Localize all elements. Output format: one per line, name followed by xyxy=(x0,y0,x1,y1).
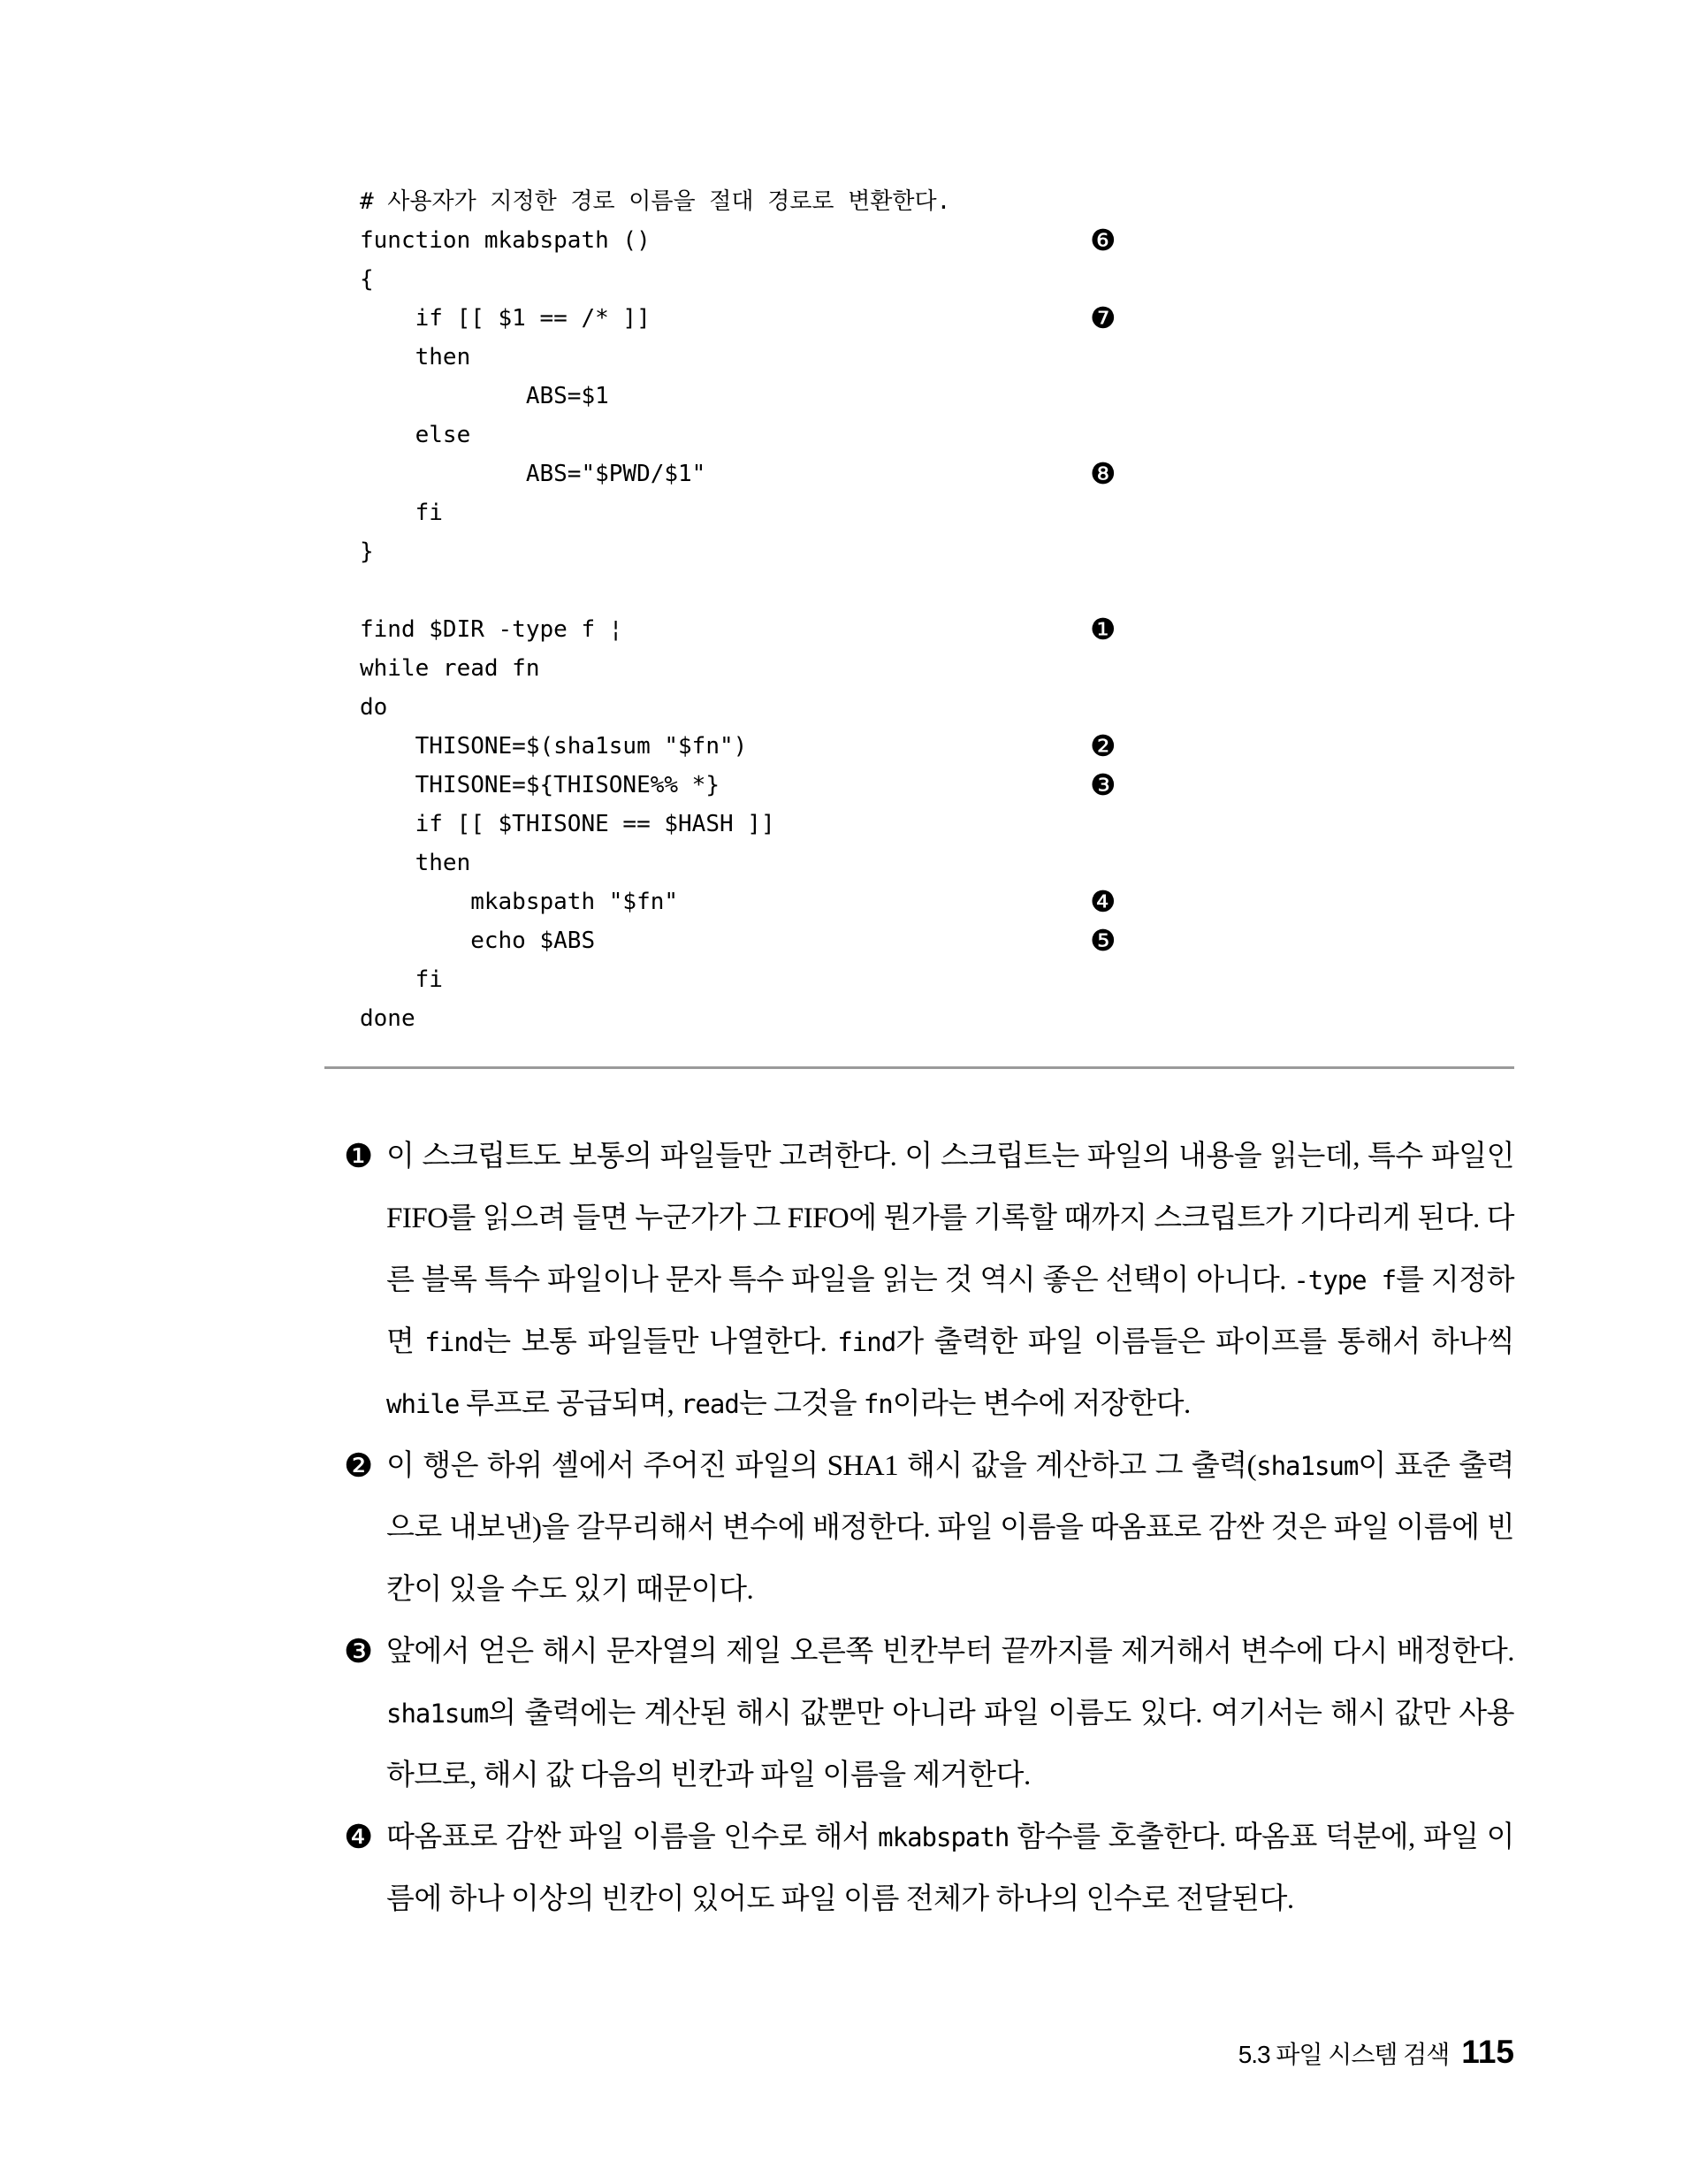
code-line xyxy=(360,182,1155,221)
code-line xyxy=(360,649,1155,688)
explanation-text: 이 스크립트도 보통의 파일들만 고려한다. 이 스크립트는 파일의 내용을 읽는데, 특수 파일인 FIFO를 읽으려 들면 누군가가 그 FIFO에 뭔가를 기록할 때까지 스크립트가 기다리게 된다. 다른 블록 특수 파일이나 문자 특수 파일을 읽는 것 역시 좋은 선택이 아니다. -type f를 지정하면 find는 보통 파일들만 나열한다. find가 출력한 파일 이름들은 파이프를 통해서 하나씩 while 루프로 공급되며, read는 그것을 fn이라는 변수에 저장한다. xyxy=(386,1141,1515,1420)
code-line xyxy=(360,805,1155,844)
code-text: if [[ $THISONE == $HASH ]] xyxy=(360,811,775,837)
code-line xyxy=(360,610,1155,649)
inline-code: find xyxy=(837,1327,896,1357)
code-line xyxy=(360,844,1155,882)
code-text: done xyxy=(360,1005,415,1032)
inline-code: sha1sum xyxy=(1256,1451,1359,1481)
inline-code: mkabspath xyxy=(878,1822,1009,1852)
code-line xyxy=(360,727,1155,766)
code-line xyxy=(360,999,1155,1038)
explanation-text: 앞에서 얻은 해시 문자열의 제일 오른쪽 빈칸부터 끝까지를 제거해서 변수에 다시 배정한다. sha1sum의 출력에는 계산된 해시 값뿐만 아니라 파일 이름도 있다. 여기서는 해시 값만 사용하므로, 해시 값 다음의 빈칸과 파일 이름을 제거한다. xyxy=(386,1636,1514,1791)
code-text: fi xyxy=(360,500,443,526)
explanation-text: 따옴표로 감싼 파일 이름을 인수로 해서 mkabspath 함수를 호출한다. 따옴표 덕분에, 파일 이름에 하나 이상의 빈칸이 있어도 파일 이름 전체가 하나의 인수로 전달된다. xyxy=(386,1821,1514,1915)
callout-marker-icon: ❷ xyxy=(344,1447,374,1485)
callout-marker-icon: ❺ xyxy=(1090,923,1116,958)
code-text: then xyxy=(360,850,471,876)
callout-marker-icon: ❻ xyxy=(1090,223,1116,257)
shell-script-listing xyxy=(360,182,1155,1038)
code-text: while read fn xyxy=(360,655,540,682)
explanation-item xyxy=(344,1806,1514,1930)
explanation-item xyxy=(344,1126,1514,1435)
inline-code: fn xyxy=(863,1389,893,1419)
code-text: find $DIR -type f ¦ xyxy=(360,616,623,643)
code-text: ABS=$1 xyxy=(360,383,609,409)
code-line xyxy=(360,493,1155,532)
code-line xyxy=(360,454,1155,493)
code-text: if [[ $1 == /* ]] xyxy=(360,305,651,332)
inline-code: sha1sum xyxy=(386,1699,489,1729)
explanation-item xyxy=(344,1621,1514,1806)
page-footer xyxy=(1238,2034,1514,2071)
code-line xyxy=(360,260,1155,299)
inline-code: while xyxy=(386,1389,460,1419)
callout-marker-icon: ❸ xyxy=(1090,767,1116,802)
callout-marker-icon: ❹ xyxy=(344,1818,374,1856)
code-text xyxy=(360,577,374,604)
code-line xyxy=(360,338,1155,377)
footer-section-title: 5.3 파일 시스템 검색 xyxy=(1238,2041,1450,2068)
callout-explanations xyxy=(344,1126,1514,1930)
code-text: echo $ABS xyxy=(360,928,596,954)
inline-code: find xyxy=(424,1327,484,1357)
code-line xyxy=(360,571,1155,610)
code-text: fi xyxy=(360,966,443,993)
code-line xyxy=(360,416,1155,454)
code-text: THISONE=$(sha1sum "$fn") xyxy=(360,733,748,760)
code-text: ABS="$PWD/$1" xyxy=(360,461,706,487)
callout-marker-icon: ❸ xyxy=(344,1632,374,1670)
code-text: then xyxy=(360,344,471,370)
callout-marker-icon: ❽ xyxy=(1090,456,1116,491)
code-line xyxy=(360,377,1155,416)
callout-marker-icon: ❹ xyxy=(1090,884,1116,919)
code-line xyxy=(360,960,1155,999)
callout-marker-icon: ❶ xyxy=(344,1137,374,1175)
code-text: { xyxy=(360,266,374,293)
page-number: 115 xyxy=(1461,2034,1514,2070)
callout-marker-icon: ❶ xyxy=(1090,612,1116,646)
code-text: # 사용자가 지정한 경로 이름을 절대 경로로 변환한다. xyxy=(360,188,951,215)
code-line xyxy=(360,766,1155,805)
inline-code: -type f xyxy=(1293,1265,1397,1295)
code-line xyxy=(360,221,1155,260)
code-line xyxy=(360,299,1155,338)
code-text: function mkabspath () xyxy=(360,227,651,254)
code-line xyxy=(360,921,1155,960)
callout-marker-icon: ❼ xyxy=(1090,301,1116,335)
code-line xyxy=(360,532,1155,571)
code-text: else xyxy=(360,422,471,448)
code-text: do xyxy=(360,694,388,721)
code-line xyxy=(360,688,1155,727)
code-line xyxy=(360,882,1155,921)
code-text: THISONE=${THISONE%% *} xyxy=(360,772,720,798)
explanation-text: 이 행은 하위 셸에서 주어진 파일의 SHA1 해시 값을 계산하고 그 출력(sha1sum이 표준 출력으로 내보낸)을 갈무리해서 변수에 배정한다. 파일 이름을 따옴표로 감싼 것은 파일 이름에 빈칸이 있을 수도 있기 때문이다. xyxy=(386,1450,1514,1606)
explanation-item xyxy=(344,1435,1514,1621)
code-text: mkabspath "$fn" xyxy=(360,889,679,915)
code-text: } xyxy=(360,538,374,565)
inline-code: read xyxy=(680,1389,739,1419)
callout-marker-icon: ❷ xyxy=(1090,729,1116,763)
section-divider xyxy=(324,1066,1514,1069)
